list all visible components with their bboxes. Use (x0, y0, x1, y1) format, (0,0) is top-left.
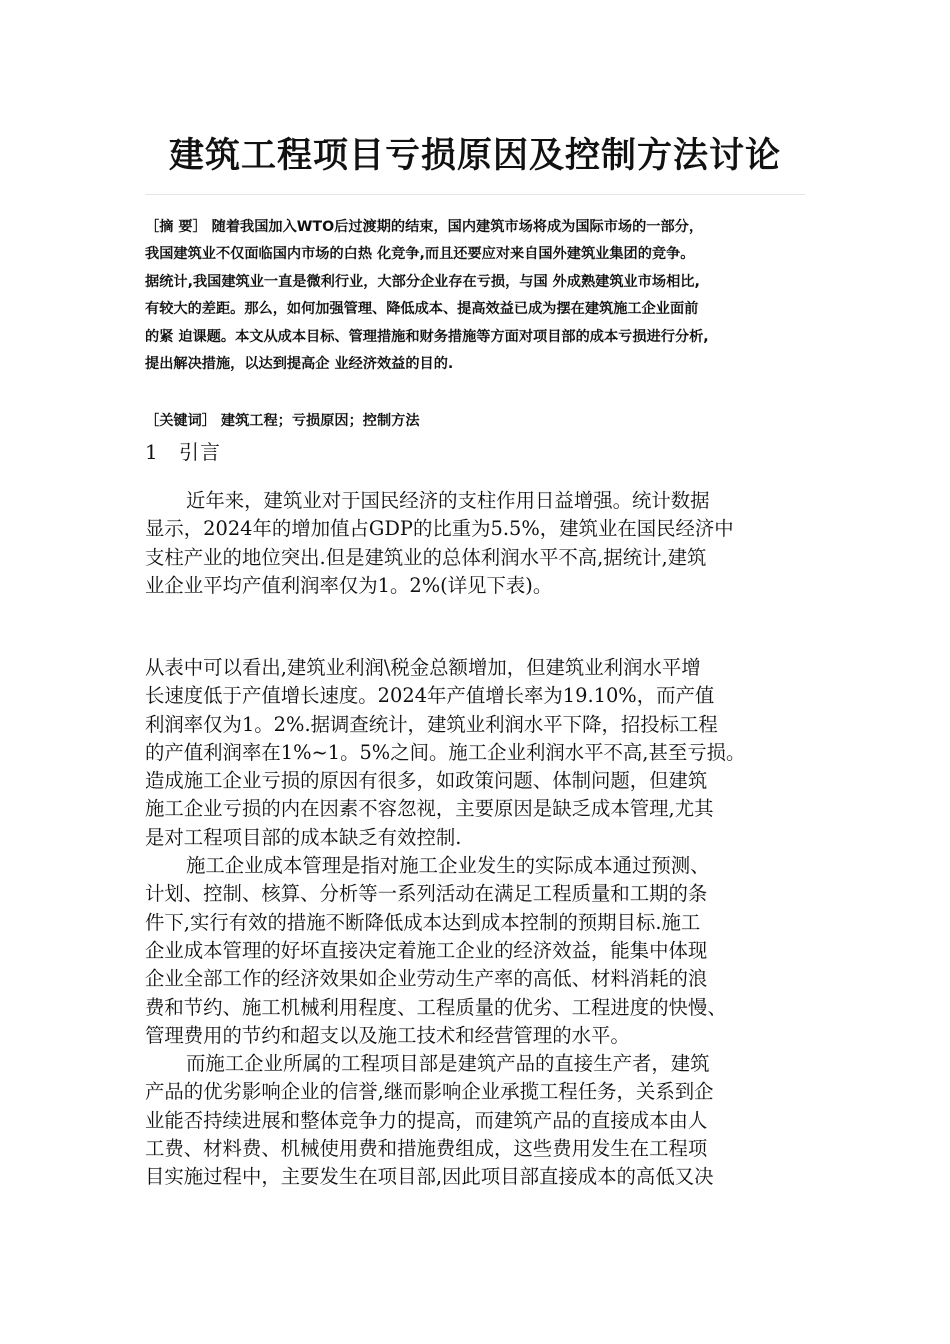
section-heading (145, 436, 221, 468)
abstract-line: ［摘 要］ 随着我国加入WTO后过渡期的结束，国内建筑市场将成为国际市场的一部分， (145, 219, 704, 235)
abstract-line: 提出解决措施，以达到提高企 业经济效益的目的. (145, 356, 454, 373)
document-title: 建筑工程项目亏损原因及控制方法讨论 (168, 135, 781, 176)
paragraph-line: 费和节约、施工机械利用程度、工程质量的优劣、工程进度的快慢、 (145, 995, 727, 1019)
paragraph-line: 业能否持续进展和整体竞争力的提高，而建筑产品的直接成本由人 (145, 1108, 708, 1132)
paragraph-line: 目实施过程中，主要发生在项目部,因此项目部直接成本的高低又决 (145, 1165, 714, 1189)
paragraph-line: 管理费用的节约和超支以及施工技术和经营管理的水平。 (145, 1023, 630, 1047)
paragraph-line: 是对工程项目部的成本缺乏有效控制. (145, 825, 462, 849)
paragraph-line: 施工企业成本管理是指对施工企业发生的实际成本通过预测、 (186, 854, 710, 878)
paragraph-line: 从表中可以看出,建筑业利润\税金总额增加，但建筑业利润水平增 (145, 656, 701, 679)
paragraph-line: 产品的优劣影响企业的信誉,继而影响企业承揽工程任务，关系到企 (145, 1080, 714, 1104)
paragraph-line: 件下,实行有效的措施不断降低成本达到成本控制的预期目标.施工 (145, 910, 701, 934)
paragraph-line: 近年来，建筑业对于国民经济的支柱作用日益增强。统计数据 (186, 489, 710, 512)
abstract-line: 的紧 迫课题。本文从成本目标、管理措施和财务措施等方面对项目部的成本亏损进行分析, (145, 328, 709, 345)
abstract-line: 据统计,我国建筑业一直是微利行业，大部分企业存在亏损，与国 外成熟建筑业市场相比, (145, 273, 700, 290)
abstract-line: 有较大的差距。那么，如何加强管理、降低成本、提高效益已成为摆在建筑施工企业面前 (145, 301, 699, 318)
paragraph-line: 长速度低于产值增长速度。2024年产值增长率为19.10%，而产值 (145, 684, 715, 708)
paragraph-line: 企业全部工作的经济效果如企业劳动生产率的高低、材料消耗的浪 (145, 967, 708, 991)
section-number: 1 (145, 440, 159, 464)
paragraph-line: 造成施工企业亏损的原因有很多，如政策问题、体制问题，但建筑 (145, 769, 708, 793)
paragraph-intro (145, 487, 825, 600)
paragraph-line: 显示，2024年的增加值占GDP的比重为5.5%，建筑业在国民经济中 (145, 517, 734, 541)
paragraph-line: 工费、材料费、机械使用费和措施费组成，这些费用发生在工程项 (145, 1137, 708, 1161)
paragraph-line: 企业成本管理的好坏直接决定着施工企业的经济效益，能集中体现 (145, 938, 708, 962)
title-divider (145, 194, 805, 195)
paragraph-line: 计划、控制、核算、分析等一系列活动在满足工程质量和工期的条 (145, 882, 708, 906)
keywords: ［关键词］ 建筑工程；亏损原因；控制方法 (145, 413, 420, 429)
paragraph-line: 而施工企业所属的工程项目部是建筑产品的直接生产者，建筑 (186, 1052, 710, 1076)
paragraph-line: 的产值利润率在1%~1。5%之间。施工企业利润水平不高,甚至亏损。 (145, 740, 746, 764)
abstract-line: 我国建筑业不仅面临国内市场的白热 化竞争,而且还要应对来自国外建筑业集团的竞争。 (145, 246, 695, 263)
paragraph-analysis (145, 654, 825, 1192)
paragraph-line: 施工企业亏损的内在因素不容忽视，主要原因是缺乏成本管理,尤其 (145, 797, 714, 821)
abstract (145, 214, 825, 378)
paragraph-line: 业企业平均产值利润率仅为1。2%(详见下表)。 (145, 573, 553, 597)
section-title: 引言 (179, 440, 221, 464)
paragraph-line: 支柱产业的地位突出.但是建筑业的总体利润水平不高,据统计,建筑 (145, 545, 707, 569)
paragraph-line: 利润率仅为1。2%.据调查统计，建筑业利润水平下降，招投标工程 (145, 712, 718, 736)
